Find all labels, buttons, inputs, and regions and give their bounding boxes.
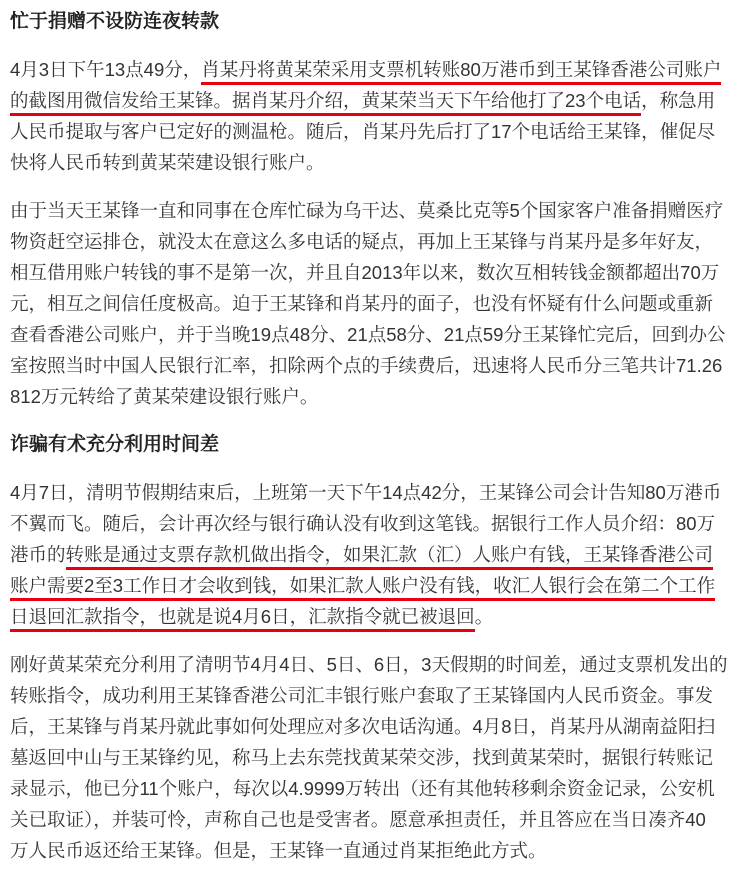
text-segment: 由于当天王某锋一直和同事在仓库忙碌为乌干达、莫桑比克等5个国家客户准备捐赠医疗 xyxy=(10,200,724,221)
text-segment: 转账指令，成功利用王某锋香港公司汇丰银行账户套取了王某锋国内人民币资金。事发 xyxy=(10,685,714,706)
text-line xyxy=(10,226,737,257)
text-line xyxy=(10,257,737,288)
text-segment: 港币的 xyxy=(10,544,66,565)
text-line xyxy=(10,477,737,508)
text-line xyxy=(10,773,737,804)
text-segment: 元，相互之间信任度极高。迫于王某锋和肖某丹的面子，也没有怀疑有什么问题或重新 xyxy=(10,293,714,314)
underlined-text: 账户需要2至3工作日才会收到钱，如果汇款人账户没有钱，收汇人银行会在第二个工作 xyxy=(10,575,715,601)
text-line xyxy=(10,195,737,226)
text-segment: 。 xyxy=(474,606,494,627)
text-line xyxy=(10,147,737,178)
text-segment: 812万元转给了黄某荣建设银行账户。 xyxy=(10,386,319,407)
text-segment: 快将人民币转到黄某荣建设银行账户。 xyxy=(10,152,325,173)
section-heading: 忙于捐赠不设防连夜转款 xyxy=(10,11,220,32)
text-segment: 关已取证），并装可怜，声称自己也是受害者。愿意承担责任，并且答应在当日凑齐40 xyxy=(10,809,706,830)
text-segment: 相互借用账户转钱的事不是第一次，并且自2013年以来，数次互相转钱金额都超出70万 xyxy=(10,262,720,283)
text-line xyxy=(10,570,737,601)
text-segment: 物资赶空运排仓，就没太在意这么多电话的疑点，再加上王某锋与肖某丹是多年好友， xyxy=(10,231,714,252)
text-segment: 录显示，他已分11个账户，每次以4.9999万转出（还有其他转移剩余资金记录，公安机 xyxy=(10,778,715,799)
underlined-text: 转账是通过支票存款机做出指令，如果汇款（汇）人账户有钱，王某锋香港公司 xyxy=(66,544,714,570)
underlined-text: 的截图用微信发给王某锋。据肖某丹介绍，黄某荣当天下午给他打了23个电话 xyxy=(10,90,641,116)
text-segment: ，称急用 xyxy=(641,90,716,111)
text-line xyxy=(10,649,737,680)
text-line xyxy=(10,742,737,773)
text-line xyxy=(10,381,737,412)
text-segment: 4月3日下午13点49分， xyxy=(10,59,202,80)
text-line xyxy=(10,319,737,350)
section-heading: 诈骗有术充分利用时间差 xyxy=(10,434,220,455)
text-line xyxy=(10,601,737,632)
text-line xyxy=(10,288,737,319)
text-line xyxy=(10,680,737,711)
text-line xyxy=(10,350,737,381)
text-segment: 后，王某锋与肖某丹就此事如何处理应对多次电话沟通。4月8日，肖某丹从湖南益阳扫 xyxy=(10,716,716,737)
text-segment: 万人民币返还给王某锋。但是，王某锋一直通过肖某拒绝此方式。 xyxy=(10,840,547,861)
paragraph xyxy=(10,195,737,412)
text-segment: 室按照当时中国人民银行汇率，扣除两个点的手续费后，迅速将人民币分三笔共计71.26 xyxy=(10,355,723,376)
text-line xyxy=(10,804,737,835)
text-segment: 4月7日，清明节假期结束后，上班第一天下午14点42分，王某锋公司会计告知80万港币 xyxy=(10,482,722,503)
text-segment: 查看香港公司账户，并于当晚19点48分、21点58分、21点59分王某锋忙完后，回到办公 xyxy=(10,324,726,345)
text-line xyxy=(10,835,737,866)
paragraph xyxy=(10,477,737,632)
paragraph xyxy=(10,54,737,178)
text-segment: 不翼而飞。随后，会计再次经与银行确认没有收到这笔钱。据银行工作人员介绍：80万 xyxy=(10,513,716,534)
text-segment: 刚好黄某荣充分利用了清明节4月4日、5日、6日，3天假期的时间差，通过支票机发出的 xyxy=(10,654,728,675)
text-line xyxy=(10,85,737,116)
text-line xyxy=(10,711,737,742)
paragraph xyxy=(10,649,737,866)
text-segment: 人民币提取与客户已定好的测温枪。随后，肖某丹先后打了17个电话给王某锋，催促尽 xyxy=(10,121,716,142)
underlined-text: 肖某丹将黄某荣采用支票机转账80万港币到王某锋香港公司账户 xyxy=(201,59,721,85)
text-segment: 墓返回中山与王某锋约见，称马上去东莞找黄某荣交涉，找到黄某荣时，据银行转账记 xyxy=(10,747,714,768)
text-line xyxy=(10,54,737,85)
text-line xyxy=(10,116,737,147)
text-line xyxy=(10,508,737,539)
underlined-text: 日退回汇款指令，也就是说4月6日，汇款指令就已被退回 xyxy=(10,606,475,632)
text-line xyxy=(10,539,737,570)
